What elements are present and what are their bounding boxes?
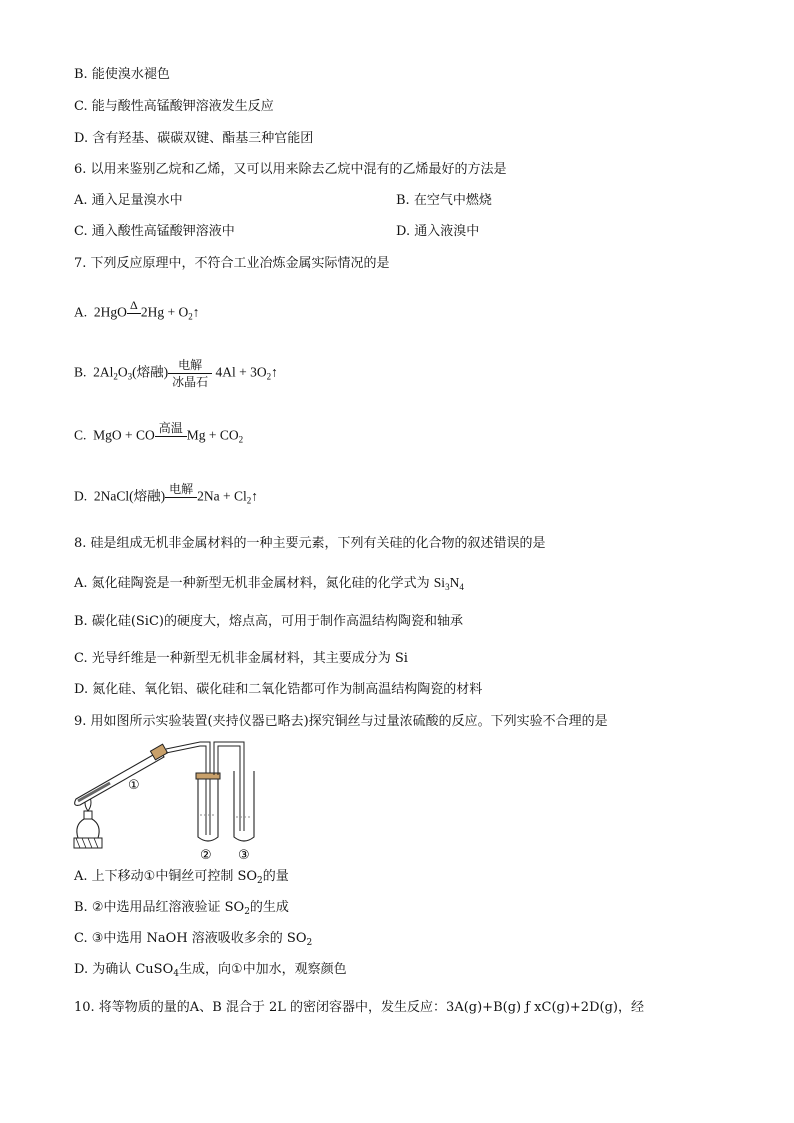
label-2: ② xyxy=(200,848,212,863)
q5-option-d: D. 含有羟基、碳碳双键、酯基三种官能团 xyxy=(74,131,314,146)
q6-option-a: A. 通入足量溴水中 xyxy=(74,193,183,208)
q7-option-d: D. 2NaCl(熔融) 电解 $2Na + Cl_2↑$ xyxy=(74,482,258,506)
q7-option-a: A. 2HgO Δ $2Hg + O_2↑$ xyxy=(74,298,200,322)
q6-option-c: C. 通入酸性高锰酸钾溶液中 xyxy=(74,224,235,239)
test-tube-2 xyxy=(196,742,244,841)
reaction-test-tube xyxy=(75,744,168,805)
q9-option-c: C. ③中选用 NaOH 溶液吸收多余的 $SO_2$ xyxy=(74,931,313,948)
q7-option-b: B. $2Al_2O_3$(熔融) 电解 冰晶石 $4Al + 3O_2↑$ xyxy=(74,358,278,389)
q9-option-d: D. 为确认 CuSO$_4$生成，向①中加水，观察颜色 xyxy=(74,962,347,979)
q9-option-b: B. ②中选用品红溶液验证 $SO_2$的生成 xyxy=(74,900,289,917)
q7-stem: 7. 下列反应原理中，不符合工业冶炼金属实际情况的是 xyxy=(74,256,390,271)
q8-option-a: A. 氮化硅陶瓷是一种新型无机非金属材料，氮化硅的化学式为 $Si_3N_4$ xyxy=(74,575,464,592)
q7-option-c: C. MgO + CO 高温 $Mg + CO_2$ xyxy=(74,421,244,445)
q6-option-b: B. 在空气中燃烧 xyxy=(396,193,492,208)
delivery-tube xyxy=(166,742,210,835)
q5-option-b: B. 能使溴水褪色 xyxy=(74,67,170,82)
apparatus-figure xyxy=(70,735,270,863)
label-3: ③ xyxy=(238,848,250,863)
q5-option-c: C. 能与酸性高锰酸钾溶液发生反应 xyxy=(74,99,274,114)
q8-option-b: B. 碳化硅(SiC)的硬度大，熔点高，可用于制作高温结构陶瓷和轴承 xyxy=(74,614,463,629)
q6-option-d: D. 通入液溴中 xyxy=(396,224,480,239)
label-1: ① xyxy=(128,778,140,793)
q8-stem: 8. 硅是组成无机非金属材料的一种主要元素，下列有关硅的化合物的叙述错误的是 xyxy=(74,536,546,551)
q8-option-c: C. 光导纤维是一种新型无机非金属材料，其主要成分为 Si xyxy=(74,651,408,666)
q8-option-d: D. 氮化硅、氧化铝、碳化硅和二氧化锆都可作为制高温结构陶瓷的材料 xyxy=(74,682,483,697)
q6-stem: 6. 以用来鉴别乙烷和乙烯，又可以用来除去乙烷中混有的乙烯最好的方法是 xyxy=(74,162,507,177)
q10-stem: 10. 将等物质的量的A、B 混合于 2L 的密闭容器中，发生反应：3A(g)+B(g) ƒ xC(g)+2D(g)，经 xyxy=(74,1000,644,1015)
q9-stem: 9. 用如图所示实验装置(夹持仪器已略去)探究铜丝与过量浓硫酸的反应。下列实验不合理的是 xyxy=(74,714,608,729)
q9-option-a: A. 上下移动①中铜丝可控制 $SO_2$的量 xyxy=(74,869,289,886)
